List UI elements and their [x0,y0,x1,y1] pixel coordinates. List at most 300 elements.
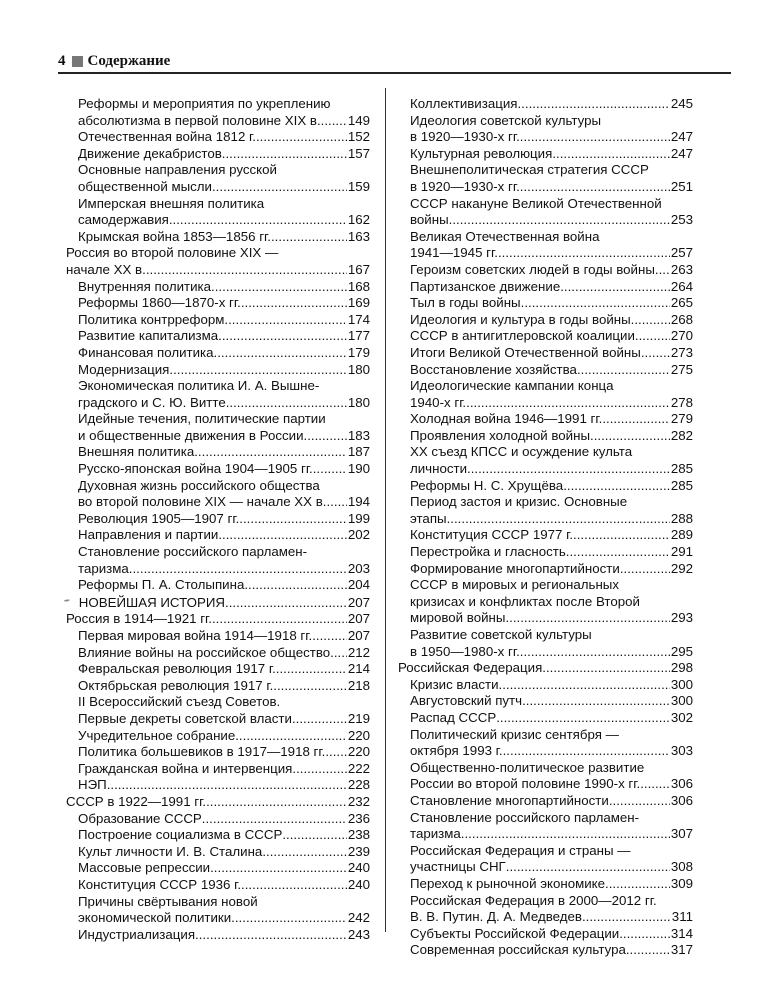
dot-leader [241,295,347,312]
toc-entry-last-line [78,860,370,877]
toc-entry-last-line [410,411,693,428]
toc-entry[interactable] [398,544,693,561]
toc-entry[interactable] [398,162,693,195]
toc-entry[interactable] [398,627,693,660]
toc-entry-title: Гражданская война и интервенция [78,760,293,776]
toc-entry[interactable] [398,362,693,379]
toc-entry[interactable] [398,527,693,544]
dot-leader [447,511,670,528]
toc-entry-title: Октябрьская революция 1917 г. [78,677,274,693]
toc-entry-last-line [78,877,370,894]
toc-entry[interactable] [398,677,693,694]
dot-leader [262,844,347,861]
toc-entry[interactable] [66,744,370,761]
toc-page-number: 298 [670,660,693,676]
toc-entry-title: Формирование многопартийности [410,560,620,576]
toc-entry-last-line [410,461,693,478]
toc-entry-last-line [66,262,370,279]
dot-leader [619,926,670,943]
toc-entry[interactable] [66,728,370,745]
toc-page-number: 275 [670,361,693,377]
toc-page-number: 207 [347,594,370,610]
dot-leader [222,146,347,163]
toc-entry-line: Становление российского парламен- [78,544,308,560]
toc-entry-last-line [78,428,370,445]
toc-entry-last-line [78,345,370,362]
toc-page-number: 152 [347,129,370,145]
dot-leader [522,693,670,710]
toc-entry[interactable] [66,312,370,329]
toc-page-number: 263 [670,261,693,277]
toc-entry[interactable] [398,760,693,793]
toc-entry[interactable] [66,328,370,345]
toc-entry[interactable] [398,478,693,495]
toc-entry-last-line [410,644,693,661]
dot-leader [505,610,669,627]
toc-entry[interactable] [66,162,370,195]
toc-entry-last-line [78,511,370,528]
toc-entry[interactable] [398,727,693,760]
dot-leader [312,628,347,645]
toc-entry[interactable] [398,893,693,926]
toc-page-number: 163 [347,228,370,244]
toc-page-number: 306 [670,776,693,792]
toc-page-number: 285 [670,477,693,493]
toc-entry-title: Движение декабристов [78,145,222,161]
toc-entry[interactable] [66,196,370,229]
toc-entry-line: Великая Отечественная война [410,228,600,244]
toc-entry-last-line [410,129,693,146]
toc-entry-title: Массовые репрессии [78,860,211,876]
toc-entry-title: личности [410,461,468,477]
toc-entry[interactable] [398,428,693,445]
toc-entry[interactable] [66,146,370,163]
dot-leader [202,811,347,828]
toc-entry-title: абсолютизма в первой половине XIX в. [78,112,321,128]
toc-entry-last-line [78,561,370,578]
toc-entry-title: мировой войны [410,610,506,626]
toc-entry-title: Учредительное собрание [78,727,236,743]
toc-page-number: 180 [347,394,370,410]
toc-page-number: 220 [347,727,370,743]
toc-entry[interactable] [66,527,370,544]
toc-entry[interactable] [66,444,370,461]
toc-entry-title: Образование СССР [78,810,202,826]
toc-entry[interactable] [66,678,370,695]
toc-page-number: 279 [670,411,693,427]
toc-entry[interactable] [66,645,370,662]
toc-entry[interactable] [66,844,370,861]
dot-leader [461,826,670,843]
dot-leader [146,262,347,279]
dot-leader [313,461,347,478]
toc-entry[interactable] [398,660,693,677]
toc-entry[interactable] [66,411,370,444]
toc-entry-last-line [78,461,370,478]
toc-entry-last-line [78,910,370,927]
toc-entry-last-line [78,444,370,461]
dot-leader [590,428,670,445]
page-number: 4 [58,52,66,69]
toc-entry[interactable] [398,113,693,146]
toc-page-number: 236 [347,810,370,826]
dot-leader [602,411,669,428]
toc-entry-title: Культ личности И. В. Сталина [78,843,263,859]
toc-page-number: 218 [347,677,370,693]
toc-page-number: 309 [670,875,693,891]
toc-page-number: 232 [347,793,370,809]
toc-entry-title: Современная российская культура [410,942,626,958]
toc-entry[interactable] [398,942,693,959]
toc-entry[interactable] [398,312,693,329]
toc-entry-title: Влияние войны на российское общество [78,644,331,660]
dot-leader [521,295,670,312]
toc-entry[interactable] [398,262,693,279]
toc-entry-title: Развитие капитализма [78,328,219,344]
toc-entry-line: Российская Федерация в 2000—2012 гг. [410,892,657,908]
toc-page-number: 187 [347,444,370,460]
toc-page-number: 207 [347,628,370,643]
dot-leader [206,794,347,811]
toc-page-number: 292 [670,560,693,576]
toc-entry-line: Духовная жизнь российского общества [78,477,320,493]
toc-entry-title: градского и С. Ю. Витте [78,394,226,410]
section-title: НОВЕЙШАЯ ИСТОРИЯ [78,594,225,610]
toc-entry-title: в 1920—1930-х гг. [410,178,520,194]
toc-entry-title: Героизм советских людей в годы войны [410,261,655,277]
toc-entry-line: Россия во второй половине XIX — [66,245,279,261]
toc-entry-line: Экономическая политика И. А. Вышне- [78,378,320,394]
toc-page-number: 159 [347,178,370,194]
toc-entry[interactable] [66,295,370,312]
toc-entry[interactable] [66,279,370,296]
toc-entry-last-line [78,728,370,745]
toc-entry-last-line [66,594,370,612]
toc-entry-last-line [78,927,370,944]
toc-entry-title: самодержавия [78,212,169,228]
toc-entry-last-line [410,345,693,362]
toc-entry-last-line [410,610,693,627]
toc-entry[interactable] [398,279,693,296]
toc-entry-last-line [410,511,693,528]
dot-leader [224,312,346,329]
dot-leader [498,245,670,262]
dot-leader [271,229,347,246]
toc-entry-title: Внешняя политика [78,444,195,460]
toc-entry[interactable] [66,661,370,678]
toc-entry-line: Развитие советской культуры [410,627,592,642]
toc-entry-last-line [78,395,370,412]
dot-leader [517,96,669,113]
dot-leader [563,478,670,495]
toc-entry[interactable] [66,129,370,146]
toc-page-number: 162 [347,212,370,228]
toc-entry-title: Идеология и культура в годы войны [410,311,631,327]
toc-entry-title: Построение социализма в СССР [78,827,283,843]
toc-entry-last-line [410,362,693,379]
toc-entry[interactable] [66,345,370,362]
toc-entry-last-line [78,711,370,728]
dot-leader [218,328,347,345]
toc-entry-last-line [410,743,693,760]
toc-entry-last-line [78,527,370,544]
toc-entry[interactable] [398,810,693,843]
dot-leader [276,661,347,678]
toc-page-number: 300 [670,676,693,692]
toc-entry-line: Основные направления русской [78,162,277,178]
toc-entry-last-line [410,826,693,843]
toc-page-number: 179 [347,344,370,360]
toc-entry-last-line [78,328,370,345]
dot-leader [292,761,346,778]
toc-entry[interactable] [66,461,370,478]
toc-entry-last-line [78,811,370,828]
dot-leader [282,827,346,844]
dot-leader [226,395,347,412]
toc-entry-last-line [410,561,693,578]
toc-entry-title: Индустриализация [78,926,196,942]
toc-entry-last-line [78,661,370,678]
toc-page-number: 291 [670,544,693,560]
toc-page-number: 247 [670,145,693,161]
toc-entry-title: Становление многопартийности [410,792,609,808]
toc-entry-last-line [78,146,370,163]
toc-entry[interactable] [66,362,370,379]
toc-entry-title: Конституция СССР 1977 г. [410,527,574,543]
dot-leader [552,146,670,163]
toc-entry-last-line [78,212,370,229]
toc-entry[interactable] [66,694,370,727]
toc-entry[interactable] [398,229,693,262]
toc-page-number: 194 [347,494,370,510]
toc-entry[interactable] [66,511,370,528]
toc-entry-last-line [410,859,693,876]
toc-entry[interactable] [398,793,693,810]
toc-entry-title: 1941—1945 гг. [410,245,498,261]
toc-entry-last-line [398,660,693,677]
toc-entry-title: Первые декреты советской власти [78,710,292,726]
toc-entry-last-line [410,926,693,943]
toc-entry[interactable] [398,411,693,428]
toc-entry-line: СССР в мировых и региональных [410,577,620,593]
toc-page-number: 219 [347,710,370,726]
toc-entry-title: Крымская война 1853—1856 гг. [78,228,271,244]
toc-entry[interactable] [66,378,370,411]
toc-entry-title: Конституция СССР 1936 г. [78,876,242,892]
toc-page-number: 240 [347,860,370,876]
toc-entry-last-line [410,328,693,345]
toc-page-number: 264 [670,278,693,294]
toc-entry[interactable] [66,628,370,645]
toc-entry-title: Реформы 1860—1870-х гг. [78,295,241,311]
toc-entry-title: общественной мысли [78,178,212,194]
toc-entry-line: XX съезд КПСС и осуждение культа [410,444,633,460]
toc-column-right [398,96,693,959]
toc-entry-last-line [78,179,370,196]
toc-page-number: 289 [670,527,693,543]
dot-leader [231,910,347,927]
toc-entry-last-line [78,827,370,844]
toc-entry[interactable] [66,811,370,828]
toc-entry[interactable] [398,295,693,312]
toc-page-number: 222 [347,760,370,776]
toc-entry-last-line [66,611,370,628]
toc-entry[interactable] [398,494,693,527]
toc-entry[interactable] [66,229,370,246]
toc-entry-title: экономической политики [78,910,232,926]
column-divider [385,88,386,932]
dot-leader [520,644,670,661]
toc-entry[interactable] [398,378,693,411]
dot-leader [467,461,670,478]
toc-entry-title: Россия в 1914—1921 гг. [66,611,212,627]
toc-entry[interactable] [66,544,370,577]
dot-leader [609,793,670,810]
toc-entry-last-line [410,677,693,694]
toc-entry[interactable] [66,96,370,129]
toc-page-number: 308 [670,859,693,875]
toc-entry[interactable] [66,245,370,278]
toc-entry-title: Направления и партии [78,527,219,543]
toc-entry-title: России во второй половине 1990-х гг. [410,776,641,792]
toc-entry-last-line [410,544,693,561]
toc-page-number: 214 [347,661,370,677]
toc-entry-last-line [410,262,693,279]
toc-page-number: 293 [670,610,693,626]
dot-leader [211,279,347,296]
toc-entry-title: Отечественная война 1812 г. [78,129,256,145]
toc-entry[interactable] [398,444,693,477]
dot-leader [239,511,347,528]
toc-entry-last-line [410,428,693,445]
toc-entry[interactable] [66,777,370,794]
dot-leader [169,212,347,229]
dot-leader [496,710,670,727]
dot-leader [292,711,347,728]
toc-entry[interactable] [66,860,370,877]
toc-entry[interactable] [398,577,693,627]
toc-page-number: 157 [347,145,370,161]
toc-entry[interactable] [398,328,693,345]
dot-leader [273,678,347,695]
toc-page-number: 174 [347,311,370,327]
toc-entry-title: в 1950—1980-х гг. [410,643,520,659]
toc-page-number: 207 [347,611,370,627]
toc-page-number: 169 [347,295,370,311]
toc-page-number: 285 [670,461,693,477]
dot-leader [566,544,670,561]
dot-leader [210,860,347,877]
toc-page-number: 273 [670,344,693,360]
toc-entry-last-line [78,229,370,246]
dot-leader [506,859,670,876]
toc-page-number: 247 [670,129,693,145]
toc-entry-line: Российская Федерация и страны — [410,842,631,858]
toc-entry[interactable] [398,693,693,710]
toc-entry-title: Тыл в годы войны [410,295,521,311]
toc-entry[interactable] [398,876,693,893]
toc-entry[interactable] [398,926,693,943]
toc-entry[interactable] [66,894,370,927]
dot-leader [620,561,670,578]
dot-leader [635,328,670,345]
toc-entry-last-line [78,577,370,594]
toc-page-number: 278 [670,394,693,410]
toc-entry[interactable] [398,196,693,229]
toc-entry[interactable] [398,561,693,578]
toc-entry[interactable] [66,594,370,612]
toc-entry-title: СССР в антигитлеровской коалиции [410,328,635,344]
toc-entry[interactable] [66,577,370,594]
toc-entry[interactable] [66,794,370,811]
dot-leader [212,179,347,196]
dot-leader [169,362,346,379]
toc-entry[interactable] [398,146,693,163]
toc-entry-line: Идеологические кампании конца [410,378,614,394]
toc-entry[interactable] [66,927,370,944]
toc-entry-last-line [78,295,370,312]
toc-page-number: 314 [670,925,693,941]
toc-entry-last-line [410,527,693,544]
dot-leader [321,113,347,130]
toc-entry-title: этапы [410,510,447,526]
toc-entry[interactable] [66,761,370,778]
dot-leader [560,279,670,296]
dot-leader [542,660,670,677]
toc-entry-title: Политика контрреформ [78,311,225,327]
dot-leader [195,927,347,944]
toc-entry[interactable] [398,710,693,727]
toc-entry-line: Идеология советской культуры [410,112,602,128]
toc-page-number: 202 [347,527,370,543]
toc-page-number: 167 [347,261,370,277]
toc-entry[interactable] [66,478,370,511]
dot-leader [641,345,670,362]
toc-entry-last-line [78,494,370,511]
toc-entry[interactable] [398,96,693,113]
toc-entry-title: участницы СНГ [410,859,506,875]
toc-entry-line: II Всероссийский съезд Советов. [78,694,281,710]
toc-entry-title: в 1920—1930-х гг. [410,129,520,145]
toc-entry-title: НЭП [78,777,107,793]
toc-entry[interactable] [66,611,370,628]
toc-entry[interactable] [398,345,693,362]
dot-leader [235,728,347,745]
dot-leader [503,743,670,760]
dot-leader [256,129,347,146]
toc-entry-title: и общественные движения в России [78,427,304,443]
toc-entry-last-line [78,113,370,130]
toc-column-left [66,96,370,943]
dot-leader [640,776,670,793]
toc-entry-last-line [410,395,693,412]
toc-page-number: 243 [347,926,370,942]
toc-page-number: 306 [670,792,693,808]
dot-leader [520,129,670,146]
toc-entry-last-line [410,876,693,893]
dot-leader [449,212,670,229]
toc-entry[interactable] [66,877,370,894]
toc-entry-title: таризма [78,560,129,576]
toc-entry[interactable] [398,843,693,876]
toc-entry-last-line [78,279,370,296]
toc-entry-title: Перестройка и гласность [410,544,566,560]
toc-entry-last-line [78,312,370,329]
toc-entry-last-line [78,744,370,761]
toc-entry-title: Внутренняя политика [78,278,212,294]
toc-entry[interactable] [66,827,370,844]
toc-entry-title: Коллективизация [410,96,518,111]
